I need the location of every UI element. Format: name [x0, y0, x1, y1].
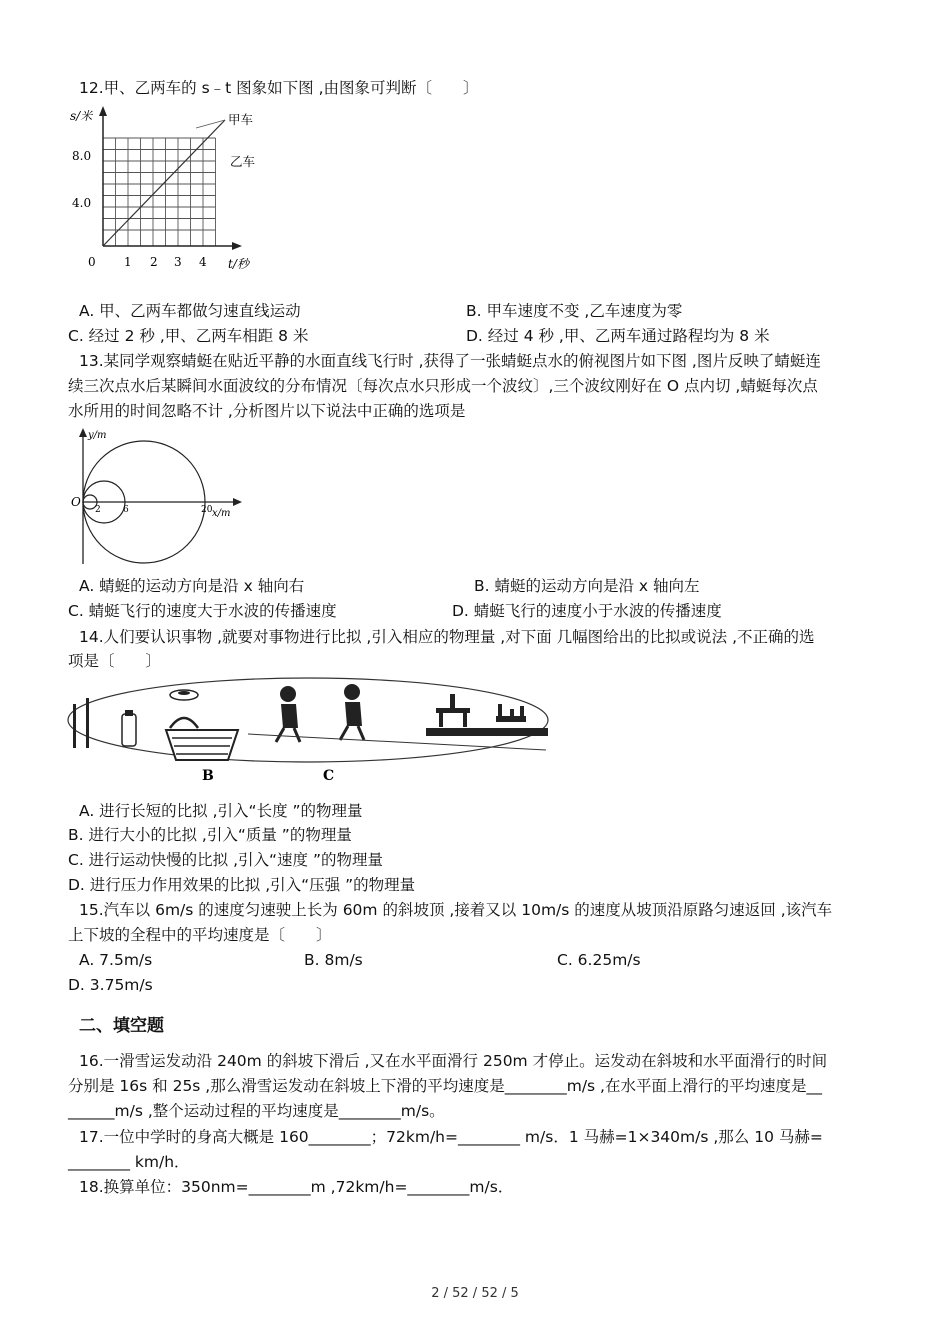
runner-icon-2 — [340, 684, 364, 740]
label-yi: 乙车 — [230, 154, 256, 169]
q15-option-a: A. 7.5m/s — [79, 951, 153, 969]
q15-stem-line2: 上下坡的全程中的平均速度是〔 〕 — [68, 926, 332, 944]
q15-option-c: C. 6.25m/s — [557, 951, 641, 969]
y-axis-label: s/米 — [70, 109, 93, 123]
q13-stem-line2: 续三次点水后某瞬间水面波纹的分布情况〔每次点水只形成一个波纹〕,三个波纹刚好在 O 点内切 ,蜻蜓每次点 — [68, 377, 818, 395]
x-tick-20: 20 — [201, 505, 213, 515]
label-b: B — [202, 768, 214, 784]
label-c: C — [323, 768, 335, 784]
q12-option-c: C. 经过 2 秒 ,甲、乙两车相距 8 米 — [68, 327, 309, 345]
brick-icons — [496, 704, 526, 722]
q17-line2: ________ km/h． — [68, 1153, 190, 1171]
runner-icon-1 — [276, 686, 300, 742]
q14-option-c: C. 进行运动快慢的比拟 ,引入“速度 ”的物理量 — [68, 851, 384, 869]
q12-st-graph — [68, 106, 268, 278]
x-tick-3: 3 — [174, 255, 182, 269]
q12-stem: 12.甲、乙两车的 s﹣t 图象如下图 ,由图象可判断〔 〕 — [79, 79, 479, 97]
label-jia: 甲车 — [228, 112, 254, 127]
x-tick-2: 2 — [150, 255, 158, 269]
q14-option-a: A. 进行长短的比拟 ,引入“长度 ”的物理量 — [79, 802, 363, 820]
q13-option-d: D. 蜻蜓飞行的速度小于水波的传播速度 — [452, 602, 722, 620]
q13-option-b: B. 蜻蜓的运动方向是沿 x 轴向左 — [474, 577, 700, 595]
q13-option-a: A. 蜻蜓的运动方向是沿 x 轴向右 — [79, 577, 305, 595]
origin-label: O — [71, 495, 81, 509]
x-tick-0: 0 — [88, 255, 96, 269]
q13-option-c: C. 蜻蜓飞行的速度大于水波的传播速度 — [68, 602, 337, 620]
y-axis-label: y/m — [88, 430, 107, 441]
bar-a1 — [73, 704, 76, 748]
q16-line3: ______m/s ,整个运动过程的平均速度是________m/s。 — [68, 1102, 445, 1120]
basket-icon — [166, 718, 238, 760]
line-jia — [103, 120, 225, 246]
q15-option-d: D. 3.75m/s — [68, 976, 153, 994]
q14-stem-line2: 项是〔 〕 — [68, 652, 162, 670]
q14-comparison-figure — [66, 676, 550, 788]
x-tick-4: 4 — [199, 255, 207, 269]
q16-line2: 分别是 16s 和 25s ,那么滑雪运发动在斜坡上下滑的平均速度是________m/s ,在水平面上滑行的平均速度是__ — [68, 1077, 822, 1095]
q13-ripple-figure — [68, 424, 248, 572]
table-icon — [436, 694, 470, 727]
q16-line1: 16.一滑雪运发动沿 240m 的斜坡下滑后 ,又在水平面滑行 250m 才停止。运发动在斜坡和水平面滑行的时间 — [79, 1052, 828, 1070]
q12-option-a: A. 甲、乙两车都做匀速直线运动 — [79, 302, 301, 320]
x-tick-6: 6 — [123, 505, 129, 515]
x-tick-1: 1 — [124, 255, 132, 269]
q15-stem-line1: 15.汽车以 6m/s 的速度匀速驶上长为 60m 的斜坡顶 ,接着又以 10m/s 的速度从坡顶沿原路匀速返回 ,该汽车 — [79, 901, 833, 919]
bottle-icon — [122, 710, 136, 746]
q15-option-b: B. 8m/s — [304, 951, 363, 969]
bar-a2 — [86, 698, 89, 748]
q14-stem-line1: 14.人们要认识事物 ,就要对事物进行比拟 ,引入相应的物理量 ,对下面 几幅图给出的比拟或说法 ,不正确的选 — [79, 628, 815, 646]
y-tick-4: 4.0 — [72, 196, 92, 210]
q12-option-b: B. 甲车速度不变 ,乙车速度为零 — [466, 302, 683, 320]
q14-option-b: B. 进行大小的比拟 ,引入“质量 ”的物理量 — [68, 826, 352, 844]
q17-line1: 17.一位中学时的身高大概是 160________；72km/h=________ m/s．1 马赫=1×340m/s ,那么 10 马赫= — [79, 1128, 823, 1146]
q12-option-d: D. 经过 4 秒 ,甲、乙两车通过路程均为 8 米 — [466, 327, 770, 345]
q14-option-d: D. 进行压力作用效果的比拟 ,引入“压强 ”的物理量 — [68, 876, 416, 894]
x-tick-2: 2 — [95, 505, 101, 515]
q13-stem-line3: 水所用的时间忽略不计 ,分析图片以下说法中正确的选项是 — [68, 402, 466, 420]
x-axis-label: t/秒 — [228, 257, 249, 271]
q13-stem-line1: 13.某同学观察蜻蜓在贴近平静的水面直线飞行时 ,获得了一张蜻蜓点水的俯视图片如下图 ,图片反映了蜻蜓连 — [79, 352, 821, 370]
section-heading: 二、填空题 — [79, 1016, 164, 1036]
page-footer: 2 / 52 / 52 / 5 — [431, 1286, 519, 1301]
x-axis-label: x/m — [212, 508, 231, 519]
y-tick-8: 8.0 — [72, 149, 92, 163]
q18-line1: 18.换算单位：350nm=________m ,72km/h=________m/s． — [79, 1178, 514, 1196]
